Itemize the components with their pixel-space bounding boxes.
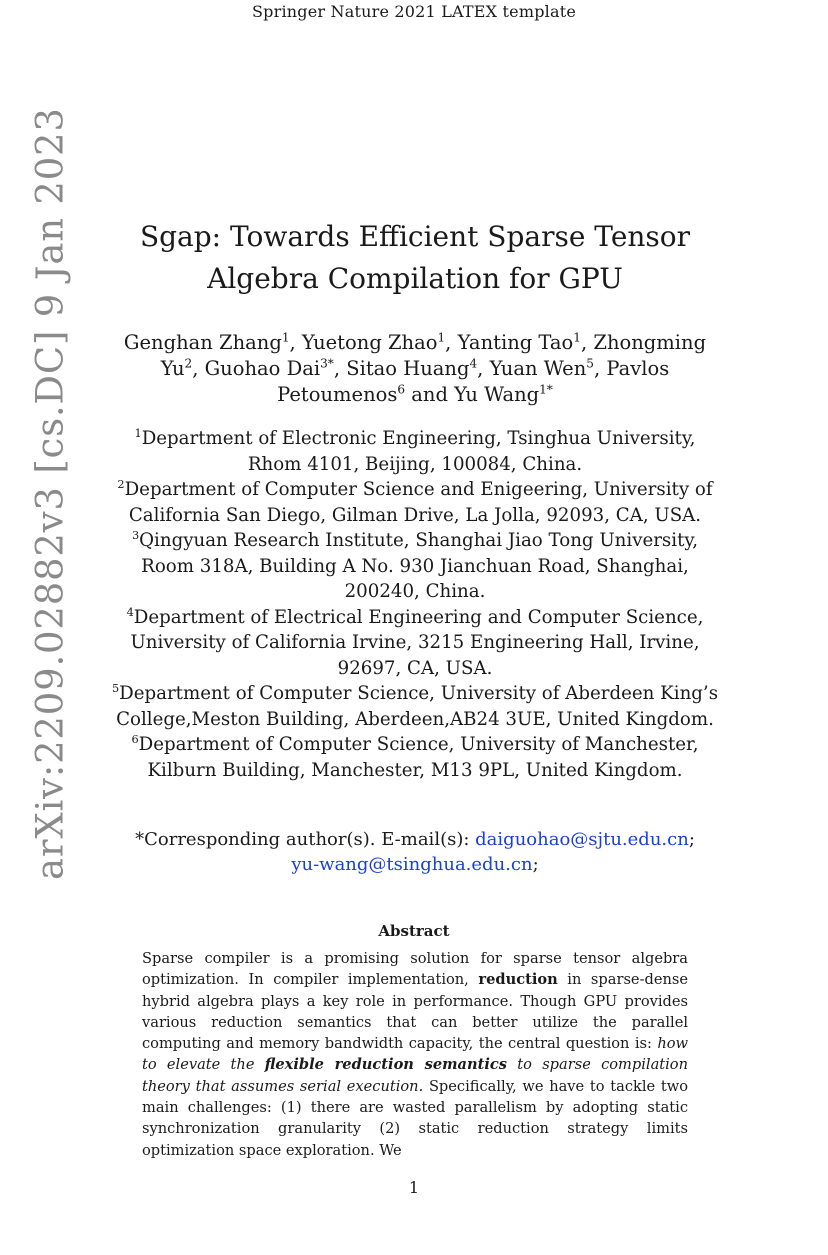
separator: ; xyxy=(532,854,539,875)
page-number: 1 xyxy=(408,1178,420,1197)
corresponding-authors xyxy=(120,827,710,877)
running-header: Springer Nature 2021 LATEX template xyxy=(252,2,576,21)
affiliation: $^5$Department of Computer Science, University of Aberdeen King’s College,Meston Building, Aberdeen,AB24 3UE, United Kingdom. xyxy=(111,681,719,730)
email-link-dai[interactable]: daiguohao@sjtu.edu.cn xyxy=(475,829,689,850)
abstract-text: Sparse compiler is a promising solution for sparse tensor algebra optimization. In compiler implementation, xyxy=(142,950,688,989)
author: Sitao Huang$^4$ xyxy=(346,356,478,380)
title-line-2: Algebra Compilation for GPU xyxy=(207,262,623,295)
abstract-text: in sparse-dense hybrid algebra plays a key role in performance. Though GPU provides various reduction semantics that can better utilize the parallel computing and memory bandwidth capacity, the central question is: xyxy=(142,971,689,1053)
title-line-1: Sgap: Towards Efficient Sparse Tensor xyxy=(139,220,691,253)
affiliation-list xyxy=(110,426,720,783)
abstract-body xyxy=(142,948,688,1161)
affiliation: $^3$Qingyuan Research Institute, Shanghai Jiao Tong University, Room 318A, Building A No. 930 Jianchuan Road, Shanghai, 200240, China. xyxy=(131,528,699,602)
abstract-italic: how to elevate the xyxy=(142,1035,688,1074)
author: Yuetong Zhao$^1$ xyxy=(301,330,446,354)
author: Guohao Dai$^{3*}$ xyxy=(204,356,334,380)
affiliation: $^2$Department of Computer Science and Enigeering, University of California San Diego, Gilman Drive, La Jolla, 92093, CA, USA. xyxy=(117,477,713,526)
abstract-bold: reduction xyxy=(478,971,558,989)
author: Yu Wang$^{1*}$ xyxy=(454,382,553,406)
author: Pavlos Petoumenos$^6$ xyxy=(277,357,670,406)
separator: ; xyxy=(688,829,695,850)
arxiv-sidebar-stamp: arXiv:2209.02882v3 [cs.DC] 9 Jan 2023 xyxy=(28,107,72,881)
author: Yanting Tao$^1$ xyxy=(457,330,581,354)
author-list: Genghan Zhang$^1$, Yuetong Zhao$^1$, Yanting Tao$^1$, Zhongming Yu$^2$, Guohao Dai$^{3*}$, Sitao Huang$^4$, Yuan Wen$^5$, Pavlos Petoumenos$^6$ and Yu Wang$^{1*}$ xyxy=(123,330,707,406)
abstract-heading: Abstract xyxy=(378,922,450,940)
affiliation: $^4$Department of Electrical Engineering and Computer Science, University of California Irvine, 3215 Engineering Hall, Irvine, 92697, CA, USA. xyxy=(126,605,704,679)
abstract-text: Specifically, we have to tackle two main challenges: (1) there are wasted parallelism by adopting static synchronization granularity (2) static reduction strategy limits optimization space exploration. We xyxy=(142,1077,689,1159)
paper-title xyxy=(120,216,710,300)
author: Yuan Wen$^5$ xyxy=(489,356,594,380)
author: Zhongming Yu$^2$ xyxy=(160,331,707,380)
affiliation: $^1$Department of Electronic Engineering, Tsinghua University, Rhom 4101, Beijing, 100084, China. xyxy=(134,426,696,475)
author: Genghan Zhang$^1$ xyxy=(123,330,290,354)
affiliation: $^6$Department of Computer Science, University of Manchester, Kilburn Building, Manchester, M13 9PL, United Kingdom. xyxy=(131,732,699,781)
abstract-bold-italic: flexible reduction semantics xyxy=(264,1056,508,1074)
author-connector: and xyxy=(411,383,448,406)
abstract-italic: to sparse compilation theory that assumes serial execution. xyxy=(142,1056,688,1095)
corresponding-prefix: *Corresponding author(s). E-mail(s): xyxy=(135,829,470,850)
email-link-wang[interactable]: yu-wang@tsinghua.edu.cn xyxy=(291,854,533,875)
